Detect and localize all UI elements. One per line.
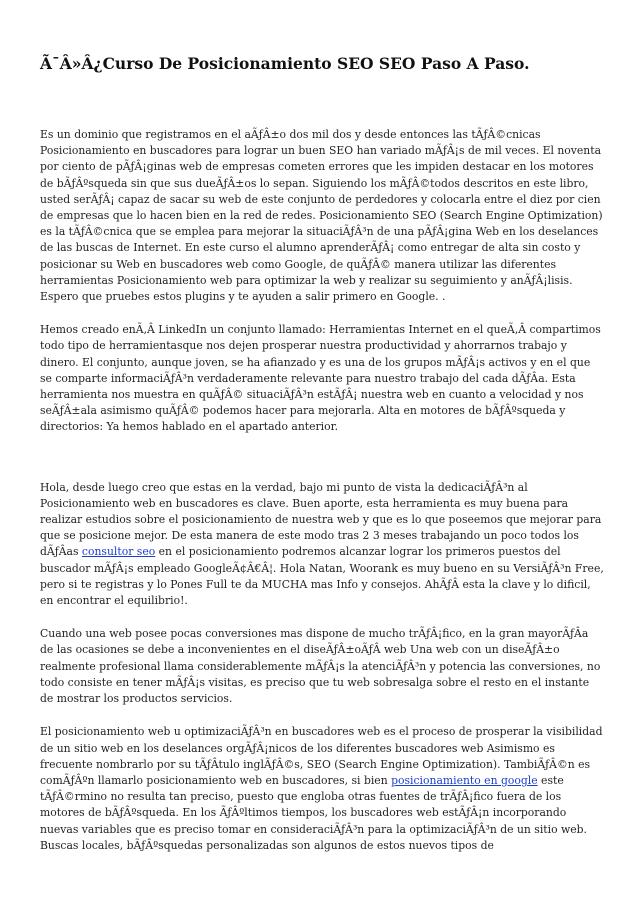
- paragraph-dedication: [40, 480, 604, 610]
- section-spacer: [40, 436, 604, 480]
- paragraph-linkedin: Hemos creado enÃ‚Â LinkedIn un conjunto llamado: Herramientas Internet en el queÃ‚Â compartimos todo tipo de herramientasque nos dejen prosperar nuestra productividad y ahorrarnos trabajo y dinero. El conjunto, aunque joven, se ha afianzado y es una de los grupos mÃƒÂ¡s activos y en el que se comparte informaciÃƒÂ³n verdaderamente relevante para nuestro trabajo del cada dÃƒÂa. Esta herramienta nos muestra en quÃƒÂ© situaciÃƒÂ³n estÃƒÂ¡ nuestra web en cuanto a velocidad y nos seÃƒÂ±ala asimismo quÃƒÂ© podemos hacer para mejorarla. Alta en motores de bÃƒÂºsqueda y directorios: Ya hemos hablado en el apartado anterior.: [40, 323, 601, 434]
- paragraph-spacer: [40, 305, 604, 322]
- paragraph-conversions: Cuando una web posee pocas conversiones mas dispone de mucho trÃƒÂ¡fico, en la gran mayorÃƒÂa de las ocasiones se debe a inconvenientes en el diseÃƒÂ±oÃƒÂ web Una web con un diseÃƒÂ±o realmente profesional llama considerablemente mÃƒÂ¡s la atenciÃƒÂ³n y potencia las conversiones, no todo consiste en tener mÃƒÂ¡s visitas, es preciso que tu web sobresalga sobre el resto en el instante de mostrar los productos servicios.: [40, 627, 601, 706]
- document-title: Ã¯Â»Â¿Curso De Posicionamiento SEO SEO Paso A Paso.: [40, 54, 530, 73]
- document-body: [40, 127, 604, 854]
- posicionamiento-google-link[interactable]: posicionamiento en google: [391, 773, 538, 787]
- paragraph-intro: Es un dominio que registramos en el aÃƒÂ±o dos mil dos y desde entonces las tÃƒÂ©cnicas Posicionamiento en buscadores para lograr un buen SEO han variado mÃƒÂ¡s de mil veces. El noventa por ciento de pÃƒÂ¡ginas web de empresas cometen errores que les impiden destacar en los motores de bÃƒÂºsqueda sin que sus dueÃƒÂ±os lo sepan. Siguiendo los mÃƒÂ©todos descritos en este libro, usted serÃƒÂ¡ capaz de sacar su web de este conjunto de perdedores y colocarla entre el diez por cien de empresas que lo hacen bien en la red de redes. Posicionamiento SEO (Search Engine Optimization) es la tÃƒÂ©cnica que se emplea para mejorar la situaciÃƒÂ³n de una pÃƒÂ¡gina Web en los deselances de las buscas de Internet. En este curso el alumno aprenderÃƒÂ¡ como entregar de alta sin costo y posicionar su Web en buscadores web como Google, de quÃƒÂ© manera utilizar las diferentes herramientas Posicionamiento web para optimizar la web y realizar su seguimiento y anÃƒÂ¡lisis. Espero que pruebes estos plugins y te ayuden a salir primero en Google. .: [40, 128, 603, 304]
- paragraph-dedication-text-b: en el posicionamiento podremos alcanzar lograr los primeros puestos del buscador mÃƒÂ¡s empleado GoogleÃ¢Â€Â¦. Hola Natan, Woorank es muy bueno en su VersiÃƒÂ³n Free, pero si te registras y lo Pones Full te da MUCHA mas Info y consejos. AhÃƒÂ esta la clave y lo dificil, en encontrar el equilibrio!.: [40, 545, 604, 608]
- consultor-seo-link[interactable]: consultor seo: [81, 545, 156, 559]
- paragraph-seo-text-a: El posicionamiento web u optimizaciÃƒÂ³n en buscadores web es el proceso de prosperar la visibilidad de un sitio web en los deselances orgÃƒÂ¡nicos de los diferentes buscadores web Asimismo es frecuente nombrarlo por su tÃƒÂtulo inglÃƒÂ©s, SEO (Search Engine Optimization). TambiÃƒÂ©n es comÃƒÂºn llamarlo posicionamiento web en buscadores, si bien: [40, 725, 603, 787]
- paragraph-spacer: [40, 707, 604, 724]
- paragraph-spacer: [40, 609, 604, 626]
- paragraph-dedication-text-a: Hola, desde luego creo que estas en la verdad, bajo mi punto de vista la dedicaciÃƒÂ³n al Posicionamiento web en buscadores es clave. Buen aporte, esta herramienta es muy buena para realizar estudios sobre el posicionamiento de nuestra web y que es lo que poseemos que mejorar para que se posicione mejor. De esta manera de este modo tras 2 3 meses trabajando un poco todos los dÃƒÂas: [40, 480, 602, 559]
- paragraph-seo-text-b: este tÃƒÂ©rmino no resulta tan preciso, puesto que engloba otras fuentes de trÃƒÂ¡fico fuera de los motores de bÃƒÂºsqueda. En los ÃƒÂºltimos tiempos, los buscadores web estÃƒÂ¡n incorporando nuevas variables que es preciso tomar en consideraciÃƒÂ³n para la optimizaciÃƒÂ³n de un sitio web. Buscas locales, bÃƒÂºsquedas personalizadas son algunos de estos nuevos tipos de: [40, 773, 587, 852]
- paragraph-seo-definition: [40, 724, 604, 854]
